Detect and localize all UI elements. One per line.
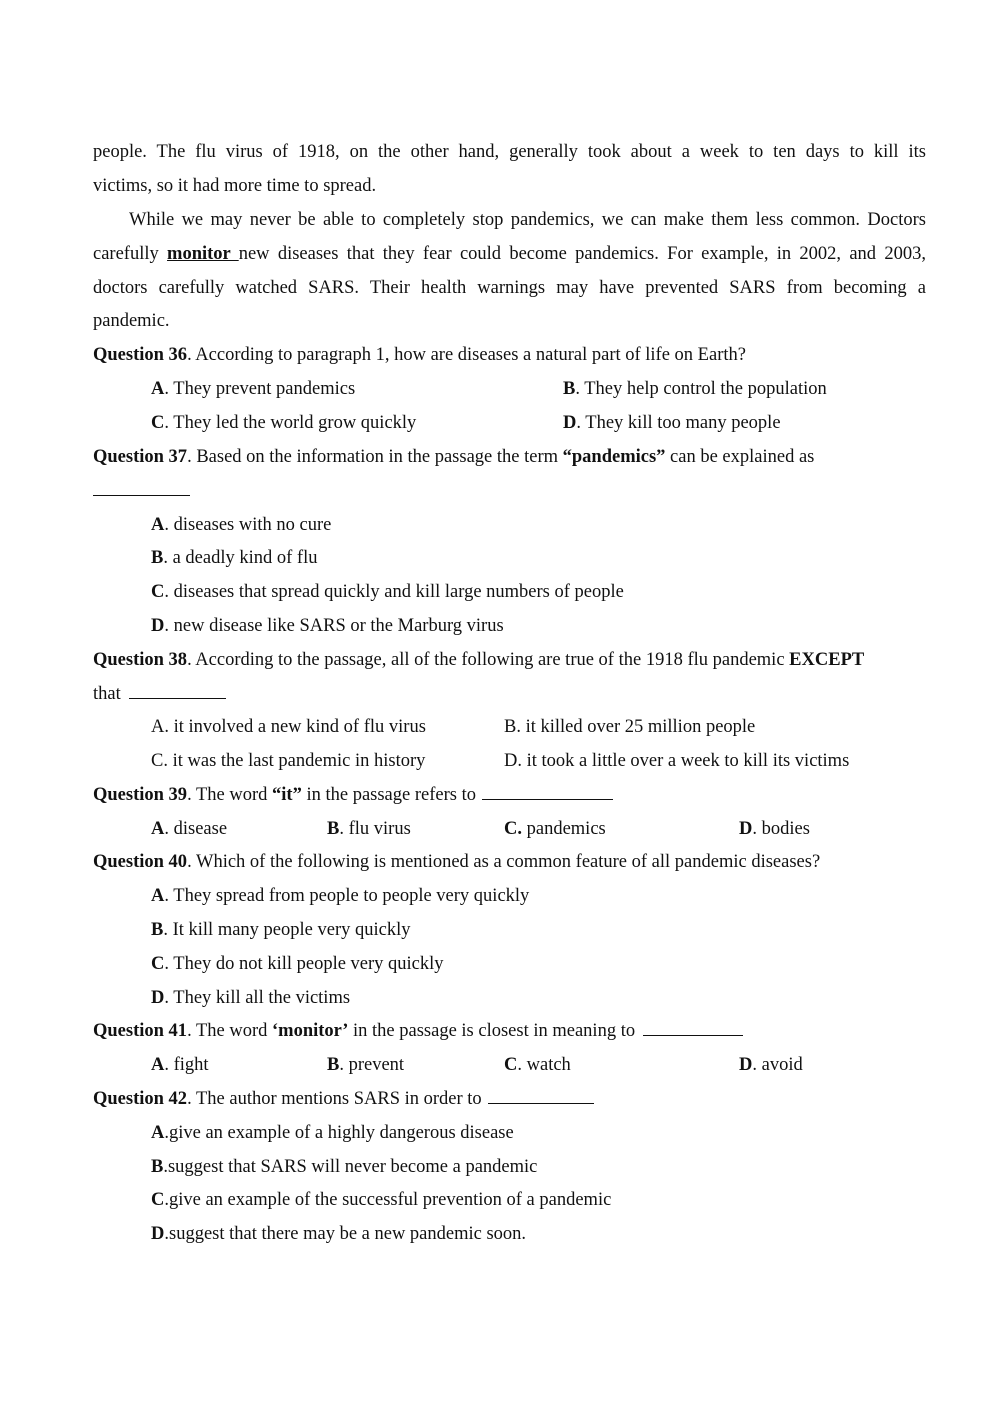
option-letter: B: [151, 920, 164, 940]
option-text: . flu virus: [339, 819, 411, 839]
q42-option-d[interactable]: [151, 1224, 526, 1245]
question-label: Question 37: [93, 447, 188, 467]
option-text: . avoid: [752, 1055, 803, 1075]
q41-option-d[interactable]: [739, 1055, 803, 1076]
option-letter: B: [327, 1055, 340, 1075]
option-text: .suggest that SARS will never become a pandemic: [163, 1157, 538, 1177]
word-monitor: ‘monitor’: [272, 1021, 349, 1041]
option-letter: A: [151, 1123, 165, 1143]
question-text: that: [93, 684, 121, 704]
passage-line: While we may never be able to completely stop pandemics, we can make them less common. Doctors: [129, 210, 926, 230]
option-text: . They kill too many people: [576, 413, 781, 433]
question-36: [93, 345, 746, 366]
answer-blank[interactable]: [643, 1034, 743, 1036]
q37-option-a[interactable]: [151, 515, 331, 536]
option-letter: A: [151, 819, 165, 839]
option-letter: A: [151, 1055, 165, 1075]
q38-option-b[interactable]: B. it killed over 25 million people: [504, 717, 756, 737]
passage-text: new diseases that they fear could become pandemics. For example, in 2002, and 2003,: [238, 244, 926, 264]
question-text: in the passage is closest in meaning to: [348, 1021, 636, 1041]
q41-option-a[interactable]: [151, 1055, 209, 1076]
keyword-monitor: monitor: [167, 244, 239, 264]
option-letter: D: [151, 616, 165, 636]
q42-option-b[interactable]: [151, 1157, 537, 1178]
question-text: . Based on the information in the passage the term: [187, 447, 563, 467]
option-text: . disease: [164, 819, 228, 839]
question-label: Question 39: [93, 785, 188, 805]
term-pandemics: “pandemics”: [562, 447, 666, 467]
option-letter: D: [563, 413, 577, 433]
option-text: . They spread from people to people very quickly: [164, 886, 530, 906]
question-text: in the passage refers to: [301, 785, 476, 805]
option-letter: D: [739, 1055, 753, 1075]
question-text: can be explained as: [665, 447, 815, 467]
option-text: . bodies: [752, 819, 810, 839]
option-letter: C: [151, 1190, 165, 1210]
question-text: . The author mentions SARS in order to: [187, 1089, 482, 1109]
question-37: [93, 447, 814, 468]
option-letter: D: [151, 1224, 165, 1244]
option-letter: A: [151, 379, 165, 399]
option-text: . It kill many people very quickly: [163, 920, 411, 940]
option-letter: D: [151, 988, 165, 1008]
option-text: .give an example of the successful prevention of a pandemic: [164, 1190, 612, 1210]
q40-option-b[interactable]: [151, 920, 410, 941]
option-text: . They kill all the victims: [164, 988, 351, 1008]
passage-text: carefully: [93, 244, 168, 264]
option-text: . watch: [517, 1055, 571, 1075]
option-letter: A: [151, 515, 165, 535]
option-text: . They do not kill people very quickly: [164, 954, 444, 974]
q36-option-c[interactable]: [151, 413, 416, 434]
question-38-cont: [93, 684, 226, 705]
question-38: [93, 650, 864, 671]
q36-option-d[interactable]: [563, 413, 781, 434]
question-text: . Which of the following is mentioned as a common feature of all pandemic diseases?: [187, 852, 821, 872]
option-text: . a deadly kind of flu: [163, 548, 318, 568]
question-42: [93, 1089, 594, 1110]
option-letter: A: [151, 886, 165, 906]
q42-option-a[interactable]: [151, 1123, 514, 1144]
passage-line: [93, 244, 926, 265]
option-letter: C: [151, 413, 165, 433]
q41-option-c[interactable]: [504, 1055, 571, 1076]
option-text: .suggest that there may be a new pandemic soon.: [164, 1224, 527, 1244]
option-letter: B: [327, 819, 340, 839]
answer-blank[interactable]: [488, 1102, 594, 1104]
q38-option-a[interactable]: A. it involved a new kind of flu virus: [151, 717, 426, 737]
passage-line: victims, so it had more time to spread.: [93, 176, 377, 196]
q36-option-a[interactable]: [151, 379, 355, 400]
question-39: [93, 785, 613, 806]
option-letter: B: [151, 548, 164, 568]
passage-line: pandemic.: [93, 311, 170, 331]
option-text: . prevent: [339, 1055, 405, 1075]
q37-option-b[interactable]: [151, 548, 317, 569]
option-text: . new disease like SARS or the Marburg virus: [164, 616, 504, 636]
option-letter: C.: [504, 819, 522, 839]
option-text: . They prevent pandemics: [164, 379, 356, 399]
answer-blank-37[interactable]: [93, 481, 190, 502]
option-text: . They help control the population: [575, 379, 827, 399]
q40-option-c[interactable]: [151, 954, 444, 975]
q37-option-d[interactable]: [151, 616, 504, 637]
passage-line: doctors carefully watched SARS. Their health warnings may have prevented SARS from becoming a: [93, 278, 926, 298]
question-text: . The word: [187, 785, 273, 805]
option-text: . diseases that spread quickly and kill large numbers of people: [164, 582, 624, 602]
question-label: Question 42: [93, 1089, 188, 1109]
question-41: [93, 1021, 743, 1042]
option-letter: C: [504, 1055, 518, 1075]
option-letter: C: [151, 954, 165, 974]
option-text: pandemics: [522, 819, 606, 839]
option-letter: B: [563, 379, 576, 399]
question-label: Question 36: [93, 345, 188, 365]
question-text: . According to paragraph 1, how are diseases a natural part of life on Earth?: [187, 345, 746, 365]
q40-option-a[interactable]: [151, 886, 529, 907]
question-label: Question 40: [93, 852, 188, 872]
q41-option-b[interactable]: [327, 1055, 404, 1076]
q37-option-c[interactable]: [151, 582, 624, 603]
q36-option-b[interactable]: [563, 379, 827, 400]
option-text: .give an example of a highly dangerous disease: [164, 1123, 514, 1143]
answer-blank[interactable]: [93, 494, 190, 496]
option-text: . fight: [164, 1055, 209, 1075]
q38-option-d[interactable]: D. it took a little over a week to kill its victims: [504, 751, 850, 771]
answer-blank[interactable]: [482, 798, 613, 800]
q42-option-c[interactable]: [151, 1190, 611, 1211]
question-text: . The word: [187, 1021, 273, 1041]
question-40: [93, 852, 820, 873]
q39-option-d[interactable]: [739, 819, 810, 840]
option-letter: B: [151, 1157, 164, 1177]
question-label: Question 41: [93, 1021, 188, 1041]
question-label: Question 38: [93, 650, 188, 670]
q39-option-b[interactable]: [327, 819, 411, 840]
q40-option-d[interactable]: [151, 988, 350, 1009]
option-letter: D: [739, 819, 753, 839]
option-letter: C: [151, 582, 165, 602]
passage-line: people. The flu virus of 1918, on the other hand, generally took about a week to ten days to kill its: [93, 142, 926, 162]
q38-option-c[interactable]: C. it was the last pandemic in history: [151, 751, 426, 771]
question-text: . According to the passage, all of the following are true of the 1918 flu pandemic: [187, 650, 790, 670]
answer-blank[interactable]: [129, 697, 226, 699]
q39-option-c[interactable]: [504, 819, 606, 840]
except-word: EXCEPT: [789, 650, 865, 670]
q39-option-a[interactable]: [151, 819, 227, 840]
word-it: “it”: [272, 785, 302, 805]
option-text: . diseases with no cure: [164, 515, 332, 535]
option-text: . They led the world grow quickly: [164, 413, 417, 433]
